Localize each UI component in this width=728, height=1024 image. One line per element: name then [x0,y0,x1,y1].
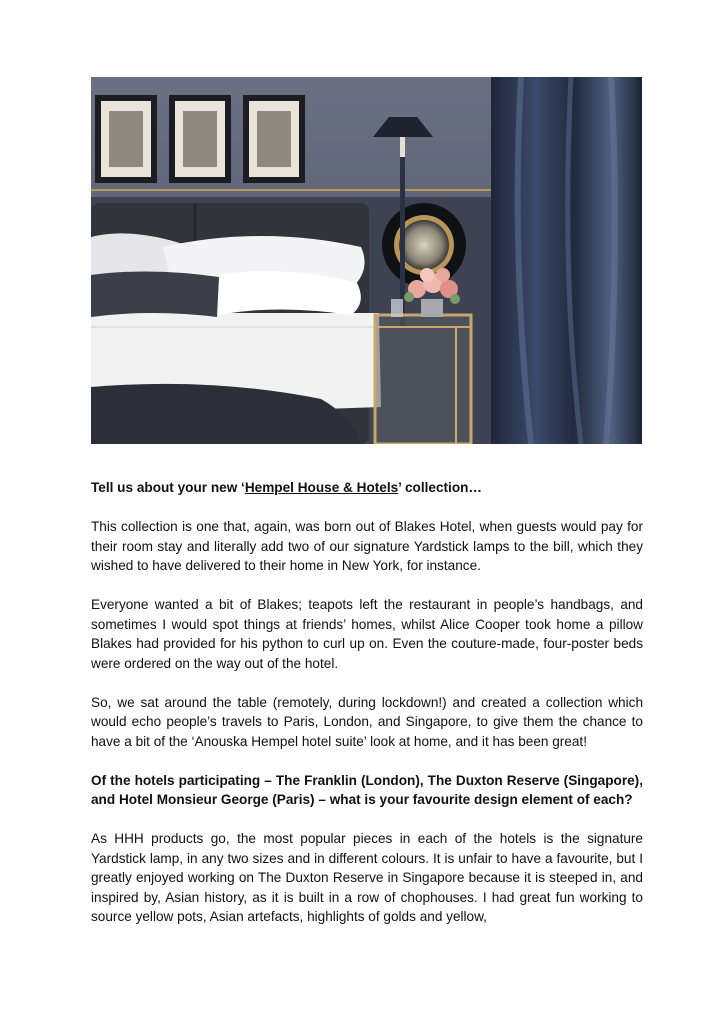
framed-print-1 [95,95,157,183]
framed-print-3 [243,95,305,183]
question-heading-collection [91,478,643,498]
question-prefix: Tell us about your new ‘ [91,480,245,495]
paragraph-1: This collection is one that, again, was born out of Blakes Hotel, when guests would pay for their room stay and literally add two of our signature Yardstick lamps to the bill, which they wished to have delivered to their home in New York, for instance. [91,519,643,573]
hempel-house-link[interactable]: Hempel House & Hotels [244,480,399,495]
paragraph-2: Everyone wanted a bit of Blakes; teapots left the restaurant in people’s handbags, and sometimes I would spot things at friends’ homes, whilst Alice Cooper took home a pillow Blakes had provided for his python to curl up on. Even the couture-made, four-poster beds were ordered on the way out of the hotel. [91,597,643,671]
framed-print-2 [169,95,231,183]
side-table [375,315,471,444]
paragraph-3: So, we sat around the table (remotely, during lockdown!) and created a collection which would echo people’s travels to Paris, London, and Singapore, to give them the chance to have a bit of the ‘Anouska Hempel hotel suite’ look at home, and it has been great! [91,694,643,749]
bedroom-photo [91,77,642,444]
bedroom-illustration [91,77,642,444]
glass [391,299,403,317]
question-suffix: ’ collection… [398,480,483,495]
paragraph-4: As HHH products go, the most popular pieces in each of the hotels is the signature Yardstick lamp, in any two sizes and in different colours. It is unfair to have a favourite, but I greatly enjoyed working on The Duxton Reserve in Singapore because it is steeped in, and inspired by, Asian history, as it is built in a row of chophouses. I had great fun working to source yellow pots, Asian artefacts, highlights of golds and yellow, [91,831,643,924]
article-body [91,478,643,946]
cushion-dark [91,271,219,317]
question-heading-hotels: Of the hotels participating – The Franklin (London), The Duxton Reserve (Singapore), and Hotel Monsieur George (Paris) – what is your favourite design element of each? [91,772,643,807]
